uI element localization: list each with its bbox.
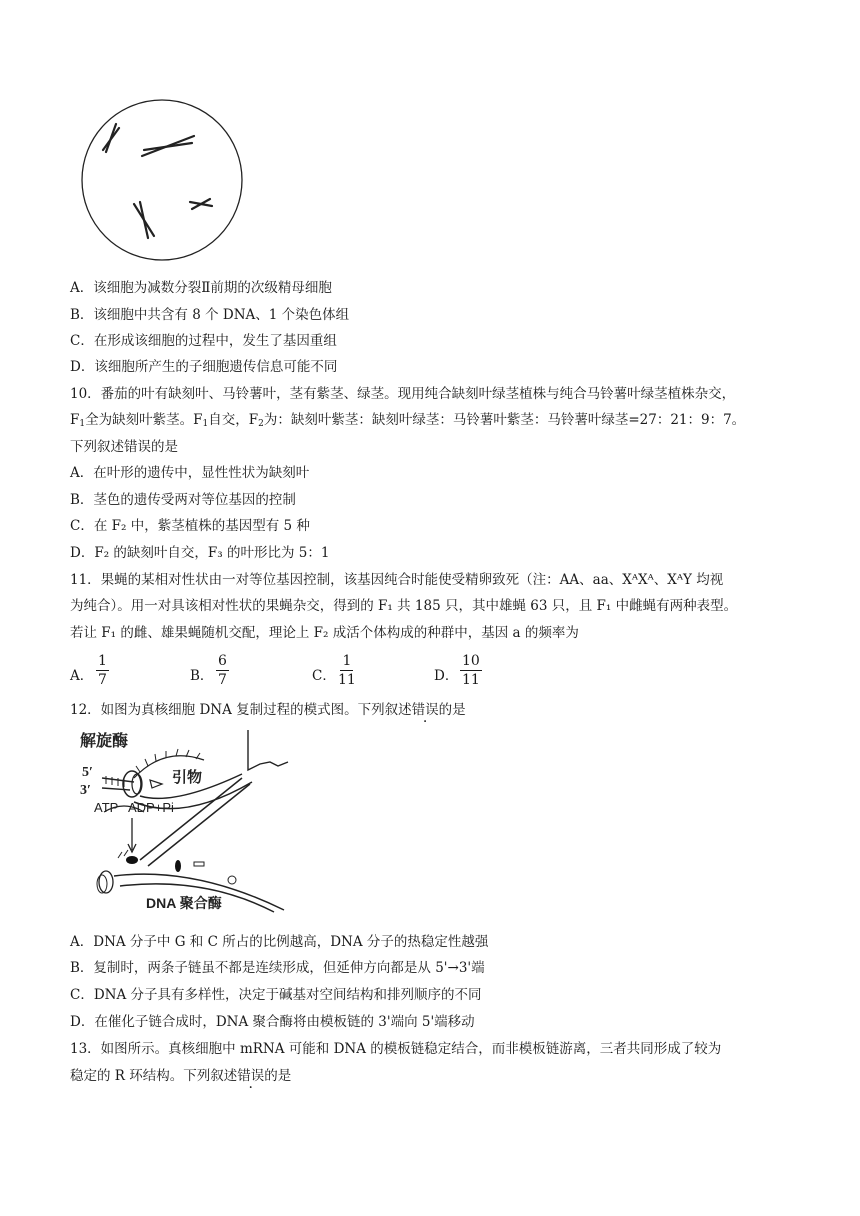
q10-option-b: B．茎色的遗传受两对等位基因的控制 [70, 492, 296, 508]
q12-option-c: C．DNA 分子具有多样性，决定于碱基对空间结构和排列顺序的不同 [70, 987, 482, 1003]
q12-option-b: B．复制时，两条子链虽不都是连续形成，但延伸方向都是从 5'→3'端 [70, 960, 485, 976]
q11-option-a-fraction: $\frac{1}{7}$ [98, 653, 107, 688]
cell-chromosome-figure [78, 96, 246, 264]
q12-option-d: D．在催化子链合成时，DNA 聚合酶将由模板链的 3'端向 5'端移动 [70, 1014, 475, 1030]
helicase-label: 解旋酶 [80, 733, 129, 750]
q11-option-b-fraction: $\frac{6}{7}$ [218, 653, 227, 688]
polymerase-label: DNA 聚合酶 [146, 895, 222, 911]
q9-option-a: A．该细胞为减数分裂Ⅱ前期的次级精母细胞 [70, 280, 332, 296]
atp-label: ATP [94, 800, 119, 815]
q10-stem-line3: 下列叙述错误的是 [70, 439, 178, 455]
primer-label: 引物 [172, 769, 203, 786]
q12-option-a: A．DNA 分子中 G 和 C 所占的比例越高，DNA 分子的热稳定性越强 [70, 934, 489, 950]
q10-option-d: D．F₂ 的缺刻叶自交，F₃ 的叶形比为 5：1 [70, 545, 330, 561]
q13-stem-line1: 13．如图所示。真核细胞中 mRNA 可能和 DNA 的模板链稳定结合，而非模板链游离，三者共同形成了较为 [70, 1041, 722, 1057]
q10-stem-line2: $F_1$全为缺刻叶紫茎。$F_1$自交，$F_2$为：缺刻叶紫茎：缺刻叶绿茎：马铃薯叶紫茎：马铃薯叶绿茎=27：21：9：7。 [70, 412, 746, 429]
q13-stem-line2: 稳定的 R 环结构。下列叙述错误的是 [70, 1068, 292, 1084]
q9-option-b: B．该细胞中共含有 8 个 DNA、1 个染色体组 [70, 307, 350, 323]
dna-replication-figure [74, 726, 300, 916]
q10-option-c: C．在 F₂ 中，紫茎植株的基因型有 5 种 [70, 518, 310, 534]
q11-stem-line1: 11．果蝇的某相对性状由一对等位基因控制，该基因纯合时能使受精卵致死（注：AA、aa、XᴬXᴬ、XᴬY 均视 [70, 572, 724, 588]
adp-label: ADP+Pi [128, 800, 174, 815]
q10-stem-line1: 10．番茄的叶有缺刻叶、马铃薯叶，茎有紫茎、绿茎。现用纯合缺刻叶绿茎植株与纯合马铃薯叶绿茎植株杂交， [70, 386, 736, 402]
q12-stem: 12．如图为真核细胞 DNA 复制过程的模式图。下列叙述错误的是 [70, 702, 466, 718]
q11-option-c-label: C． [312, 668, 336, 684]
q11-option-d-label: D． [434, 668, 459, 684]
q11-stem-line2: 为纯合）。用一对具该相对性状的果蝇杂交，得到的 F₁ 共 185 只，其中雄蝇 63 只，且 F₁ 中雌蝇有两种表型。 [70, 598, 738, 614]
q9-option-d: D．该细胞所产生的子细胞遗传信息可能不同 [70, 359, 338, 375]
q11-option-b-label: B． [190, 668, 214, 684]
q11-stem-line3: 若让 F₁ 的雌、雄果蝇随机交配，理论上 F₂ 成活个体构成的种群中，基因 a 的频率为 [70, 625, 579, 641]
three-prime-label: 3′ [80, 783, 91, 798]
q11-option-d-fraction: $\frac{10}{11}$ [462, 653, 480, 688]
q11-option-a-label: A． [70, 668, 94, 684]
q9-option-c: C．在形成该细胞的过程中，发生了基因重组 [70, 333, 337, 349]
five-prime-label: 5′ [82, 765, 93, 780]
q10-option-a: A．在叶形的遗传中，显性性状为缺刻叶 [70, 465, 310, 481]
q11-option-c-fraction: $\frac{1}{11}$ [338, 653, 356, 688]
